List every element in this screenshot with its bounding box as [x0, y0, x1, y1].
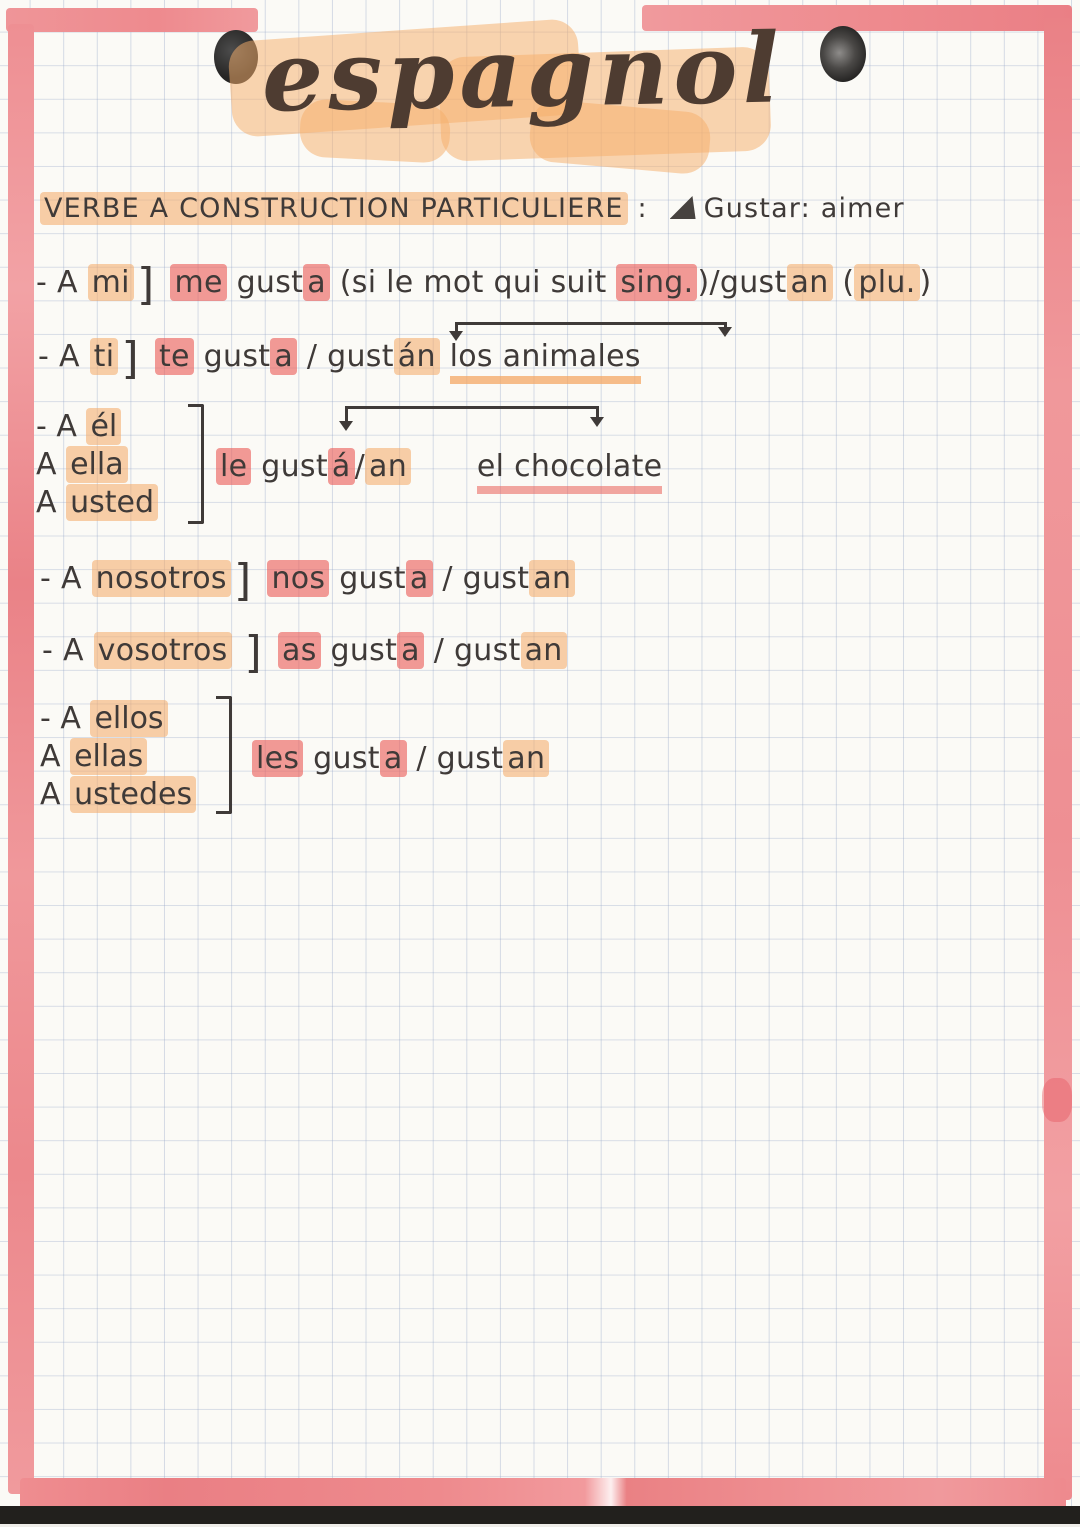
pronoun-row [36, 484, 158, 522]
border-stripe-left [8, 24, 34, 1494]
verb-plural-stem: gust [719, 265, 787, 300]
slash-glyph: / [442, 561, 453, 596]
verb-singular-ending: a [270, 338, 297, 375]
pronoun-el: él [86, 408, 121, 445]
pronoun-row [40, 738, 196, 776]
verb-stem: gust [313, 741, 380, 776]
pronoun-row [36, 446, 158, 484]
clitic-nos: nos [267, 560, 329, 597]
slash-glyph: / [416, 741, 427, 776]
verb-singular-ending: a [303, 264, 330, 301]
pronoun-vosotros: vosotros [94, 632, 232, 669]
verb-stem: gust [330, 633, 398, 668]
slash-glyph: / [433, 633, 445, 668]
pronoun-row [40, 776, 196, 814]
singular-label: sing. [616, 264, 697, 301]
section-header [40, 188, 905, 230]
down-arrow-icon [724, 324, 727, 334]
prefix-text: - A [36, 409, 77, 444]
pronoun-usted: usted [66, 484, 158, 521]
agreement-arrow-animales [455, 322, 727, 325]
clitic-les: les [252, 740, 303, 777]
pronoun-ella: ella [66, 446, 128, 483]
header-term: Gustar [703, 193, 801, 224]
prefix-text: - A [40, 561, 82, 596]
border-stripe-right-blob [1042, 1078, 1072, 1122]
header-highlighted-text: VERBE A CONSTRUCTION PARTICULIERE [40, 192, 628, 225]
page-bottom-edge [0, 1506, 1080, 1524]
warning-triangle-icon [670, 196, 696, 219]
pronoun-block-el [36, 408, 158, 522]
verb-plural-stem: gust [462, 561, 530, 596]
agreement-arrow-chocolate [345, 406, 599, 409]
clitic-me: me [170, 264, 226, 301]
bracket-glyph: ] [241, 627, 269, 678]
verb-plural-ending: an [365, 448, 411, 485]
note-close: ) [697, 265, 710, 300]
verb-plural-ending: an [787, 264, 833, 301]
prefix-text: A [36, 447, 57, 482]
verb-singular-ending: a [406, 560, 433, 597]
pronoun-nosotros: nosotros [92, 560, 231, 597]
verb-stem: gust [203, 339, 271, 374]
header-colon: : [637, 193, 648, 224]
clitic-le: le [216, 448, 251, 485]
plural-label: plu. [854, 264, 919, 301]
pronoun-ti: ti [90, 338, 119, 375]
rule-line-a-ti [38, 333, 641, 384]
prefix-text: - A [42, 633, 84, 668]
pronoun-block-ellos [40, 700, 196, 814]
object-el-chocolate: el chocolate [477, 449, 663, 494]
prefix-text: A [36, 485, 57, 520]
pronoun-ellos: ellos [90, 700, 167, 737]
clitic-as: as [278, 632, 321, 669]
bracket-glyph: ] [133, 259, 161, 310]
verb-singular-ending: a [380, 740, 407, 777]
verb-singular-ending: á [328, 448, 355, 485]
prefix-text: - A [36, 265, 78, 300]
verb-plural-ending: an [503, 740, 549, 777]
prefix-text: - A [40, 701, 81, 736]
verb-stem: gust [339, 561, 406, 596]
slash-glyph: / [354, 449, 366, 484]
bracket-glyph: ] [118, 333, 146, 384]
bracket-glyph: ] [230, 555, 258, 606]
verb-plural-stem: gust [327, 339, 394, 374]
verb-plural-stem: gust [436, 741, 504, 776]
page-title-block [210, 6, 850, 176]
grouping-bracket [216, 696, 232, 814]
rule-line-le [216, 446, 662, 488]
pronoun-ellas: ellas [70, 738, 147, 775]
verb-plural-ending: an [529, 560, 575, 597]
note-open: (si le mot qui suit [339, 265, 607, 300]
object-los-animales: los animales [450, 339, 641, 384]
prefix-text: A [40, 777, 61, 812]
down-arrow-icon [345, 408, 348, 428]
verb-stem: gust [261, 449, 328, 484]
border-stripe-right [1044, 18, 1072, 1500]
pronoun-mi: mi [88, 264, 134, 301]
rule-line-a-nosotros [40, 555, 575, 606]
verb-plural-ending: an [521, 632, 567, 669]
paren-open: ( [842, 265, 855, 300]
header-separator: : [800, 193, 811, 224]
pronoun-ustedes: ustedes [70, 776, 196, 813]
prefix-text: - A [38, 339, 80, 374]
pronoun-row [40, 700, 196, 738]
rule-line-les [252, 738, 549, 780]
header-translation: aimer [820, 193, 905, 224]
grouping-bracket [188, 404, 204, 524]
verb-plural-stem: gust [453, 633, 521, 668]
page-title: espagnol [261, 11, 785, 134]
down-arrow-icon [596, 408, 599, 424]
paren-close: ) [919, 265, 932, 300]
pronoun-row [36, 408, 158, 446]
verb-stem: gust [236, 265, 304, 300]
verb-plural-ending: án [394, 338, 440, 375]
prefix-text: A [40, 739, 61, 774]
clitic-te: te [155, 338, 194, 375]
rule-line-a-mi [36, 259, 932, 310]
slash-glyph: / [709, 265, 720, 300]
slash-glyph: / [306, 339, 318, 374]
rule-line-a-vosotros [42, 627, 567, 678]
verb-singular-ending: a [397, 632, 424, 669]
